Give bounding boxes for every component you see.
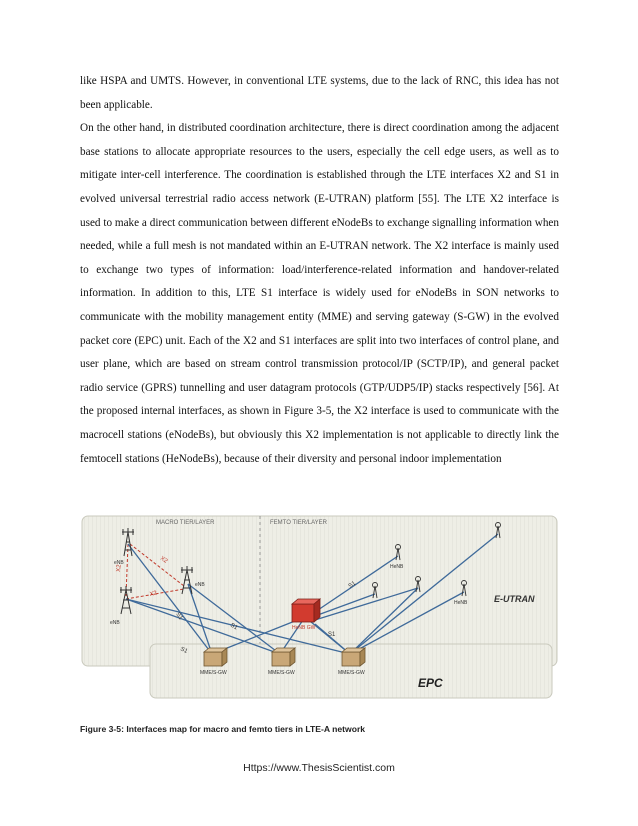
mme-sgw-server-icon	[204, 648, 227, 666]
page-footer: Https://www.ThesisScientist.com	[243, 762, 395, 774]
mme-label-2: MME/S-GW	[268, 670, 295, 676]
x2-label-3: X2	[149, 590, 158, 598]
figure-caption: Figure 3-5: Interfaces map for macro and femto tiers in LTE-A network	[80, 724, 366, 734]
s1-label-1: S1	[174, 611, 184, 622]
paragraph-2: On the other hand, in distributed coordination architecture, there is direct coordination among the adjacent base stations to allocate appropriate resources to the users, especially the cell edge users, as well as to mitigate inter-cell interference. The coordination is established through the LTE interfaces X2 and S1 in evolved universal terrestrial radio access network (E-UTRAN) platform [55]. The LTE X2 interface is used to make a direct communication between different eNodeBs to exchange signalling information when needed, while a full mesh is not mandated within an E-UTRAN network. The X2 interface is mainly used to exchange two types of information: load/interference-related information and handover-related information. In addition to this, LTE S1 interface is widely used for eNodeBs in SON networks to communicate with the mobility management entity (MME) and serving gateway (S-GW) in the evolved packet core (EPC) unit. Each of the X2 and S1 interfaces are split into two interfaces of control plane, and user plane, which are based on stream control transmission protocol/IP (SCTP/IP), and general packet radio service (GPRS) tunnelling and user datagram protocols (GTP/UDP5/IP) stacks respectively [56]. At the proposed internal interfaces, as shown in Figure 3-5, the X2 interface is used to communicate with the macrocell stations (eNodeBs), but obviously this X2 implementation is not applicable to directly link the femtocell stations (HeNodeBs), because of their diversity and personal indoor implementation	[80, 122, 559, 465]
x2-label-2: X2	[116, 564, 123, 573]
s1-label-4: S1	[328, 632, 336, 638]
henb-gw-label: HeNB GW	[292, 625, 316, 631]
henb-label-1: HeNB	[390, 564, 404, 570]
mme-label-3: MME/S-GW	[338, 670, 365, 676]
henb-label-2: HeNB	[454, 600, 468, 606]
s1-label-3: S1	[347, 580, 358, 590]
epc-label: EPC	[418, 676, 443, 690]
enb-label-1: eNB	[114, 560, 124, 566]
enb-label-2: eNB	[195, 582, 205, 588]
s1-label-5: S1	[179, 646, 189, 655]
mme-sgw-server-icon	[272, 648, 295, 666]
femto-tier-label: FEMTO TIER/LAYER	[270, 520, 328, 526]
enb-label-3: eNB	[110, 620, 120, 626]
eutran-label: E-UTRAN	[494, 594, 535, 604]
lte-interfaces-figure	[80, 504, 559, 700]
body-text	[80, 70, 559, 471]
paragraph-1: like HSPA and UMTS. However, in conventional LTE systems, due to the lack of RNC, this idea has not been applicable.	[80, 75, 559, 111]
mme-label-1: MME/S-GW	[200, 670, 227, 676]
x2-label-1: X2	[158, 555, 169, 565]
s1-label-2: S1	[229, 622, 239, 632]
henb-gw-icon	[292, 599, 320, 622]
mme-sgw-server-icon	[342, 648, 365, 666]
macro-tier-label: MACRO TIER/LAYER	[156, 520, 215, 526]
